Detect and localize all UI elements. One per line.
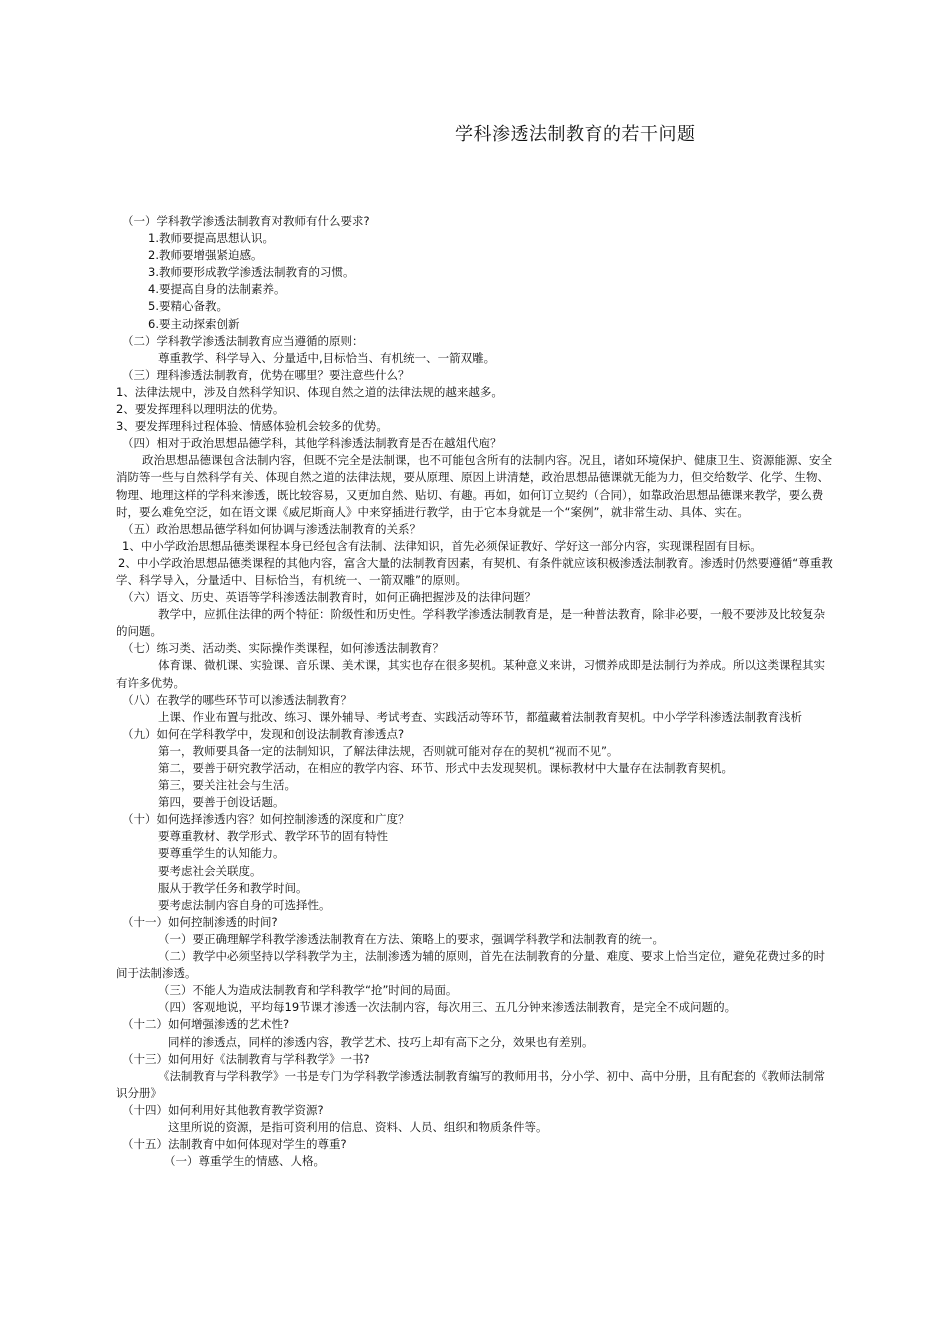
paragraph: 《法制教育与学科教学》一书是专门为学科教学渗透法制教育编写的教师用书，分小学、初中、高中分册，且有配套的《教师法制常识分册》 xyxy=(116,1068,825,1100)
paragraph: （四）客观地说，平均每19节课才渗透一次法制内容，每次用三、五几分钟来渗透法制教育，是完全不成问题的。 xyxy=(158,1000,737,1015)
list-item: 要考虑法制内容自身的可选择性。 xyxy=(158,897,331,912)
list-item: 3、要发挥理科过程体验、情感体验机会较多的优势。 xyxy=(116,419,388,434)
paragraph: 第三，要关注社会与生活。 xyxy=(158,778,296,793)
list-item: 4.要提高自身的法制素养。 xyxy=(148,282,286,297)
section-heading: （十四）如何利用好其他教育教学资源? xyxy=(122,1102,324,1117)
paragraph: 第二，要善于研究教学活动，在相应的教学内容、环节、形式中去发现契机。课标教材中大量存在法制教育契机。 xyxy=(158,761,733,775)
list-item: 要尊重学生的认知能力。 xyxy=(158,846,285,861)
section-heading: （六）语文、历史、英语等学科渗透法制教育时，如何正确把握涉及的法律问题？ xyxy=(122,590,536,605)
paragraph: 政治思想品德课包含法制内容，但既不完全是法制课，也不可能包含所有的法制内容。况且，诸如环境保护、健康卫生、资源能源、安全消防等一些与自然科学有关、体现自然之道的法律法规，要从原理、原因上讲清楚，政治思想品德课就无能为力，但交给数学、化学、生物、物理、地理这样的学科来渗透，既比较容易，又更加自然、贴切、有趣。再如，如何订立契约（合同），如靠政治思想品德课来教学，要么费时，要么难免空泛，如在语文课《威尼斯商人》中来穿插进行教学，由于它本身就是一个“案例”，就非常生动、具体、实在。 xyxy=(116,453,832,519)
section-heading: （十一）如何控制渗透的时间? xyxy=(122,914,278,929)
list-item: 5.要精心备教。 xyxy=(148,299,228,314)
paragraph: 上课、作业布置与批改、练习、课外辅导、考试考查、实践活动等环节，都蕴藏着法制教育契机。中小学学科渗透法制教育浅析 xyxy=(158,709,802,724)
list-item: 1、中小学政治思想品德类课程本身已经包含有法制、法律知识，首先必须保证教好、学好这一部分内容，实现课程固有目标。 xyxy=(122,538,762,553)
list-item: 2.教师要增强紧迫感。 xyxy=(148,248,263,263)
list-item: 服从于教学任务和教学时间。 xyxy=(158,880,308,895)
paragraph: （一）尊重学生的情感、人格。 xyxy=(164,1154,325,1169)
section-heading: （一）学科教学渗透法制教育对教师有什么要求? xyxy=(122,214,370,228)
section-heading: （十二）如何增强渗透的艺术性? xyxy=(122,1017,290,1032)
list-item: 6.要主动探索创新 xyxy=(148,316,240,331)
section-heading: （十）如何选择渗透内容？如何控制渗透的深度和广度？ xyxy=(122,812,410,827)
paragraph: 这里所说的资源，是指可资利用的信息、资料、人员、组织和物质条件等。 xyxy=(168,1119,548,1134)
paragraph: 第四，要善于创设话题。 xyxy=(158,795,285,810)
section-heading: （十五）法制教育中如何体现对学生的尊重? xyxy=(122,1137,347,1152)
list-item: 2、中小学政治思想品德类课程的其他内容，富含大量的法制教育因素，有契机、有条件就应该积极渗透法制教育。渗透时仍然要遵循“尊重教学、科学导入，分量适中、目标恰当，有机统一、一箭双雕”的原则。 xyxy=(116,555,833,587)
paragraph: （一）要正确理解学科教学渗透法制教育在方法、策略上的要求，强调学科教学和法制教育的统一。 xyxy=(158,931,664,946)
section-heading: （四）相对于政治思想品德学科，其他学科渗透法制教育是否在越俎代庖？ xyxy=(122,436,502,451)
list-item: 要考虑社会关联度。 xyxy=(158,863,262,878)
document-title: 学科渗透法制教育的若干问题 xyxy=(455,124,696,145)
list-item: 1、法律法规中，涉及自然科学知识、体现自然之道的法律法规的越来越多。 xyxy=(116,384,503,399)
paragraph: 体育课、微机课、实验课、音乐课、美术课，其实也存在很多契机。某种意义来讲，习惯养成即是法制行为养成。所以这类课程其实有许多优势。 xyxy=(116,658,825,690)
paragraph: 教学中，应抓住法律的两个特征：阶级性和历史性。学科教学渗透法制教育是，是一种普法教育，除非必要，一般不要涉及比较复杂的问题。 xyxy=(116,607,825,639)
paragraph: 尊重教学、科学导入、分量适中,目标恰当、有机统一、一箭双雕。 xyxy=(158,350,496,365)
list-item: 1.教师要提高思想认识。 xyxy=(148,231,274,246)
list-item: 3.教师要形成教学渗透法制教育的习惯。 xyxy=(148,265,355,280)
section-heading: （八）在教学的哪些环节可以渗透法制教育？ xyxy=(122,692,352,707)
section-heading: （二）学科教学渗透法制教育应当遵循的原则： xyxy=(122,333,364,348)
section-heading: （十三）如何用好《法制教育与学科教学》一书? xyxy=(122,1051,370,1066)
paragraph: 第一，教师要具备一定的法制知识，了解法律法规，否则就可能对存在的契机“视而不见”。 xyxy=(158,743,619,758)
list-item: 2、要发挥理科以理明法的优势。 xyxy=(116,402,285,417)
section-heading: （五）政治思想品德学科如何协调与渗透法制教育的关系？ xyxy=(122,521,421,536)
section-heading: （七）练习类、活动类、实际操作类课程，如何渗透法制教育？ xyxy=(122,641,444,656)
section-heading: （三）理科渗透法制教育，优势在哪里？要注意些什么？ xyxy=(122,367,410,382)
section-heading: （九）如何在学科教学中，发现和创设法制教育渗透点? xyxy=(122,726,405,741)
paragraph: （二）教学中必须坚持以学科教学为主，法制渗透为辅的原则，首先在法制教育的分量、难度、要求上恰当定位，避免花费过多的时间于法制渗透。 xyxy=(116,949,825,981)
paragraph: （三）不能人为造成法制教育和学科教学“抢”时间的局面。 xyxy=(158,983,458,998)
list-item: 要尊重教材、教学形式、教学环节的固有特性 xyxy=(158,829,388,844)
document-body xyxy=(116,213,836,1170)
paragraph: 同样的渗透点，同样的渗透内容，教学艺术、技巧上却有高下之分，效果也有差别。 xyxy=(168,1034,594,1049)
